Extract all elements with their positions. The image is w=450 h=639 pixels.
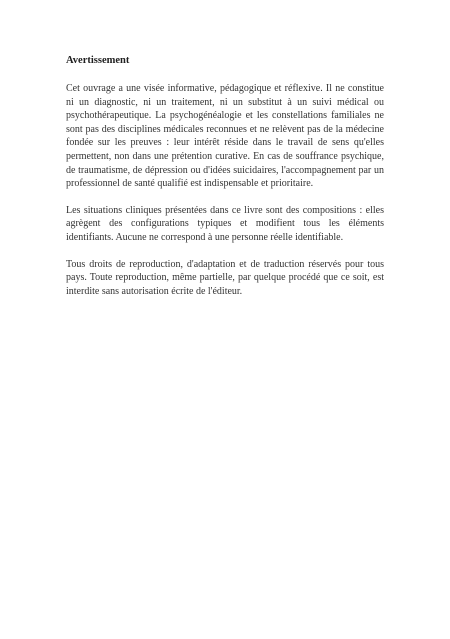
page-title: Avertissement: [66, 55, 130, 66]
paragraph-disclaimer-medical: Cet ouvrage a une visée informative, pédagogique et réflexive. Il ne constitue ni un diagnostic, ni un traitement, ni un substitut à un suivi médical ou psychothérapeutique. La psychogénéalogie et les constellations familiales ne sont pas des disciplines médicales reconnues et ne relèvent pas de la médecine fondée sur les preuves : leur intérêt réside dans le travail de sens qu'elles permettent, non dans une prétention curative. En cas de souffrance psychique, de traumatisme, de dépression ou d'idées suicidaires, l'accompagnement par un professionnel de santé qualifié est indispensable et prioritaire.: [66, 83, 384, 190]
paragraph-disclaimer-cases: Les situations cliniques présentées dans ce livre sont des compositions : elles agrègent des configurations typiques et modifient tous les éléments identifiants. Aucune ne correspond à une personne réelle identifiable.: [66, 204, 384, 243]
paragraph-copyright: Tous droits de reproduction, d'adaptation et de traduction réservés pour tous pays. Toute reproduction, même partielle, par quelque procédé que ce soit, est interdite sans autorisation écrite de l'éditeur.: [66, 258, 384, 297]
